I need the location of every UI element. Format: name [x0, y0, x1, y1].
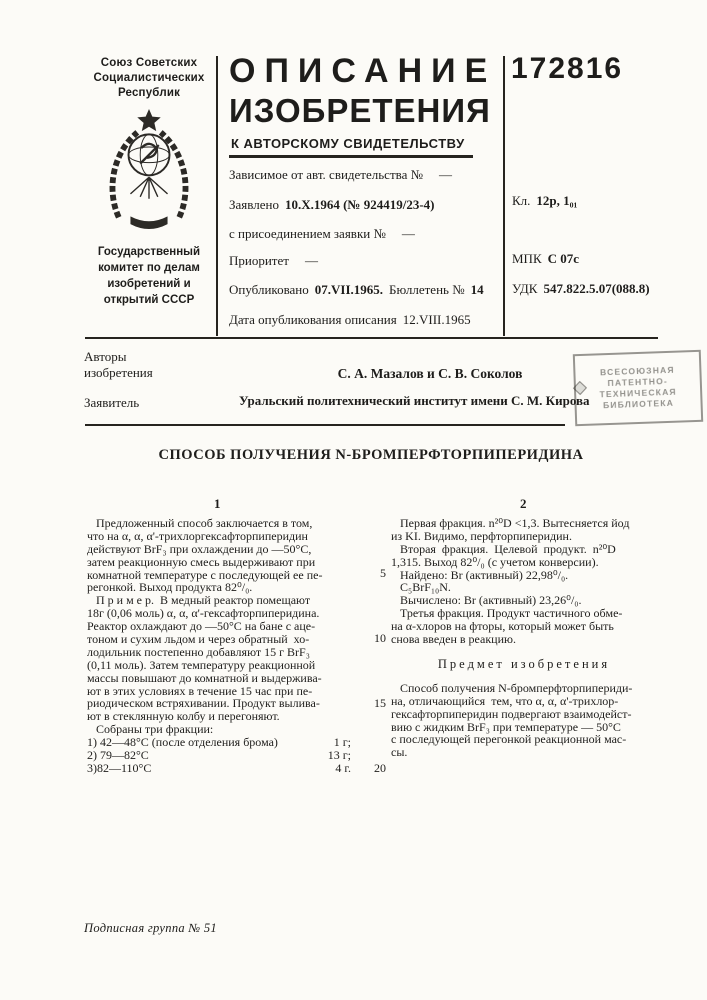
text-line: 18г (0,06 моль) α, α, α'-гексафторпиперидина.	[87, 606, 320, 621]
authors-bottom-rule	[85, 424, 565, 426]
vertical-divider-right	[503, 56, 505, 336]
fraction-label: 2) 79—82°С	[87, 748, 149, 763]
stamp-text	[599, 365, 678, 412]
field-priority	[229, 253, 318, 269]
column-2-number: 2	[520, 496, 527, 511]
right-column	[391, 517, 657, 759]
class-value: 12p, 1₀₁	[536, 193, 578, 208]
field-bulletin-number: 14	[470, 282, 484, 297]
header-bottom-rule	[85, 337, 658, 339]
footer-note: Подписная группа № 51	[84, 921, 217, 935]
udk-row	[512, 281, 650, 297]
text-line: C₅BrF₁₀N.	[391, 580, 451, 595]
text-line: П р и м е р. В медный реактор помещают	[87, 593, 311, 608]
diamond-icon	[573, 381, 587, 395]
union-name: Союз Советских Социалистических Республик	[93, 57, 205, 99]
field-label: Приоритет	[229, 253, 289, 268]
field-dependent-cert	[229, 167, 452, 183]
gutter-line-number: 20	[374, 761, 386, 775]
text-line: ют в стеклянную колбу и перегоняют.	[87, 709, 280, 724]
column-1-number: 1	[214, 496, 221, 511]
paragraph-3	[391, 517, 657, 646]
authors-label: Авторы изобретения	[84, 349, 153, 380]
invention-title: СПОСОБ ПОЛУЧЕНИЯ N-БРОМПЕРФТОРПИПЕРИДИНА	[158, 447, 584, 463]
mpk-row	[512, 251, 579, 267]
text-line: комнатной температуре с последующей ее пе-	[87, 567, 323, 582]
fraction-row	[87, 762, 351, 775]
class-row	[512, 193, 577, 209]
mpk-label: МПК	[512, 251, 542, 266]
applicant-name: Уральский политехнический институт имени С. М. Кирова	[239, 393, 590, 408]
fraction-amount: 4 г.	[335, 760, 351, 775]
text-line: 1,315. Выход 82⁰/₀ (с учетом конверсии).	[391, 554, 599, 569]
header-left-block	[85, 56, 213, 308]
text-line: Реактор охлаждают до —50°С на бане с аце-	[87, 619, 316, 634]
text-line: Предложенный способ заключается в том,	[87, 516, 313, 530]
field-value: 10.X.1964 (№ 924419/23-4)	[284, 197, 435, 212]
stamp-line: ПАТЕНТНО-	[607, 375, 669, 389]
text-line: на, отличающийся тем, что α, α, α'-трихлор-	[391, 693, 619, 708]
library-stamp	[573, 350, 703, 426]
subtitle-underline	[229, 155, 473, 158]
field-value: —	[304, 253, 318, 268]
paragraph-4	[391, 682, 657, 759]
vertical-divider-left	[216, 56, 218, 336]
ussr-coat-of-arms-icon	[85, 108, 213, 235]
text-line: риодическом встряхивании. Продукт вылива-	[87, 696, 320, 711]
fraction-amount: 13 г;	[327, 748, 351, 763]
text-line: сы.	[391, 745, 408, 760]
text-line: тоном и сухим льдом и через обратный хо-	[87, 632, 310, 647]
text-line: действуют BrF₃ при охлаждении до —50°С,	[87, 541, 312, 556]
stamp-line: ТЕХНИЧЕСКАЯ	[599, 386, 677, 400]
text-line: что на α, α, α'-трихлоргексафторпиперидин	[87, 528, 308, 543]
fraction-label: 3)82—110°С	[87, 760, 152, 775]
gutter-line-number: 5	[380, 566, 386, 580]
text-line: Первая фракция. n²⁰D <1,3. Вытесняется йод	[391, 516, 630, 530]
field-label: Опубликовано	[229, 282, 309, 297]
udk-label: УДК	[512, 281, 538, 296]
class-label: Кл.	[512, 193, 531, 208]
authors-names: С. А. Мазалов и С. В. Соколов	[337, 366, 523, 381]
text-line: массы повышают до комнатной и выдержива-	[87, 670, 322, 685]
fraction-row	[87, 749, 351, 762]
left-column	[87, 517, 351, 775]
text-line: из KI. Видимо, перфторпиперидин.	[391, 528, 572, 543]
field-value: —	[439, 167, 453, 182]
text-line: ют в этих условиях в течение 15 час при пе-	[87, 683, 313, 698]
document-number: 172816	[511, 52, 624, 85]
text-line: Вычислено: Br (активный) 23,26⁰/₀.	[391, 593, 582, 608]
field-label: Дата опубликования описания	[229, 312, 397, 327]
text-line: вию с жидким BrF₃ при температуре — 50°С	[391, 719, 621, 734]
field-label: с присоединением заявки №	[229, 226, 386, 241]
paragraph-2	[87, 594, 351, 723]
text-line: Найдено: Br (активный) 22,98⁰/₀.	[391, 567, 569, 582]
text-line: на α-хлоров на фторы, который может быть	[391, 619, 614, 634]
fraction-label: 1) 42—48°С (после отделения брома)	[87, 735, 278, 750]
text-line: Вторая фракция. Целевой продукт. n²⁰D	[391, 541, 616, 556]
field-published	[229, 282, 484, 298]
text-line: затем реакционную смесь выдерживают при	[87, 554, 316, 569]
text-line: регонкой. Выход продукта 82⁰/₀.	[87, 580, 253, 595]
text-line: Способ получения N-бромперфторпипериди-	[391, 680, 633, 695]
field-filed	[229, 197, 435, 213]
text-line: лодильник постепенно добавляют 15 г BrF₃	[87, 644, 310, 659]
doc-title-line1: ОПИСАНИЕ	[229, 52, 497, 90]
stamp-line: ВСЕСОЮЗНАЯ	[599, 364, 675, 378]
doc-subtitle: К АВТОРСКОМУ СВИДЕТЕЛЬСТВУ	[231, 136, 465, 151]
field-description-pub-date	[229, 312, 471, 328]
gutter-line-number: 10	[374, 631, 386, 645]
field-joined-application	[229, 226, 415, 242]
field-date: 07.VII.1965.	[314, 282, 384, 297]
stamp-line: БИБЛИОТЕКА	[602, 397, 675, 411]
fraction-amount: 1 г;	[333, 735, 351, 750]
field-value: 12.VIII.1965	[402, 312, 471, 327]
applicant-label: Заявитель	[84, 395, 140, 410]
text-line: (0,11 моль). Затем температуру реакционной	[87, 657, 316, 672]
udk-value: 547.822.5.07(088.8)	[543, 281, 650, 296]
fractions-intro: Собраны три фракции:	[87, 722, 214, 737]
field-bulletin-label: Бюллетень №	[389, 282, 465, 297]
gutter-line-number: 15	[374, 696, 386, 710]
text-line: снова введен в реакцию.	[391, 632, 516, 647]
paragraph-1	[87, 517, 351, 594]
subject-heading: Предмет изобретения	[437, 656, 611, 671]
mpk-value: C 07c	[547, 251, 580, 266]
field-label: Заявлено	[229, 197, 279, 212]
text-line: Третья фракция. Продукт частичного обме-	[391, 606, 623, 621]
field-label: Зависимое от авт. свидетельства №	[229, 167, 424, 182]
text-line: гексафторпиперидин подвергают взаимодейст-	[391, 706, 632, 721]
doc-title-line2: ИЗОБРЕТЕНИЯ	[229, 92, 491, 129]
field-value: —	[401, 226, 415, 241]
committee-name: Государственный комитет по делам изобретений и открытий СССР	[97, 246, 201, 306]
text-line: с последующей перегонкой реакционной мас-	[391, 732, 627, 747]
